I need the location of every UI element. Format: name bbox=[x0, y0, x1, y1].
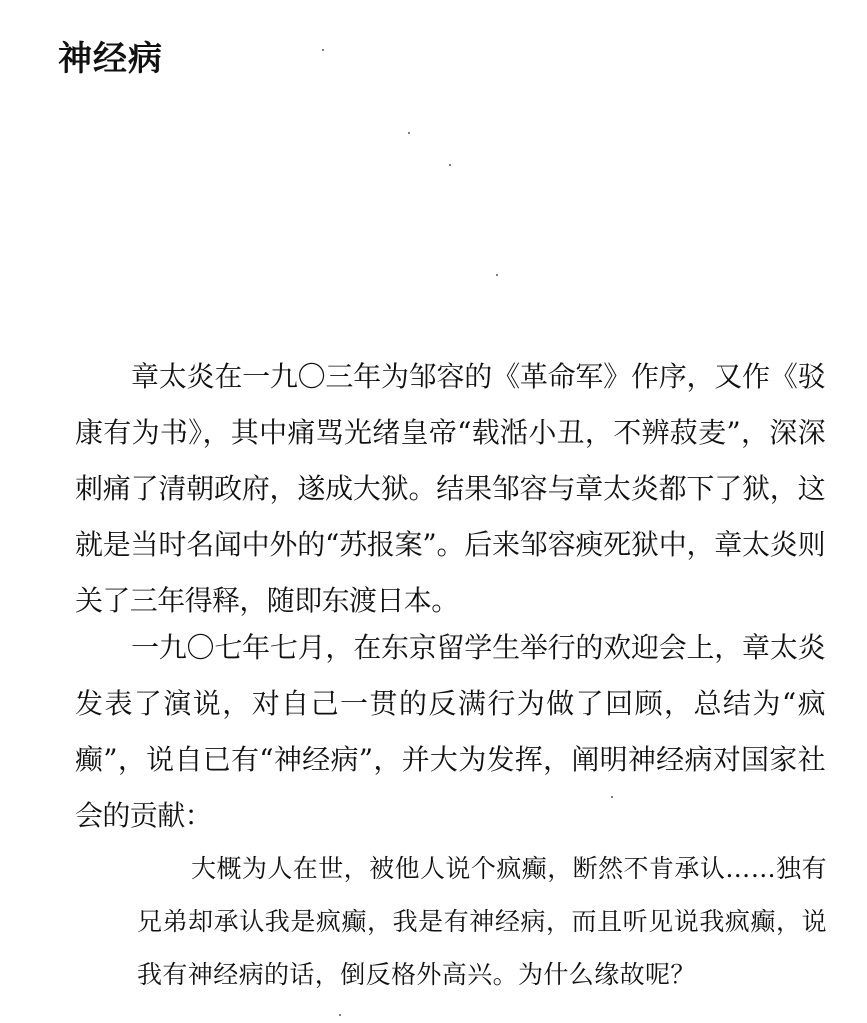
scan-speck bbox=[408, 132, 410, 134]
scan-speck bbox=[449, 164, 451, 166]
scan-speck bbox=[322, 49, 324, 51]
scan-speck bbox=[496, 274, 498, 276]
scan-speck bbox=[611, 796, 613, 798]
paragraph-2: 一九〇七年七月，在东京留学生举行的欢迎会上，章太炎发表了演说，对自己一贯的反满行为做了回顾，总结为“疯癫”，说自已有“神经病”，并大为发挥，阐明神经病对国家社会的贡献： bbox=[75, 631, 825, 832]
scan-speck bbox=[339, 1014, 341, 1016]
block-quote: 大概为人在世，被他人说个疯癫，断然不肯承认……独有兄弟却承认我是疯癫，我是有神经病，而且听见说我疯癫，说我有神经病的话，倒反格外高兴。为什么缘故呢？ bbox=[137, 854, 827, 989]
paragraph-1: 章太炎在一九〇三年为邹容的《革命军》作序，又作《驳康有为书》，其中痛骂光绪皇帝“载湉小丑，不辨菽麦”，深深刺痛了清朝政府，遂成大狱。结果邹容与章太炎都下了狱，这就是当时名闻中外的“苏报案”。后来邹容瘐死狱中，章太炎则关了三年得释，随即东渡日本。 bbox=[75, 360, 825, 617]
page-title: 神经病 bbox=[58, 39, 163, 79]
